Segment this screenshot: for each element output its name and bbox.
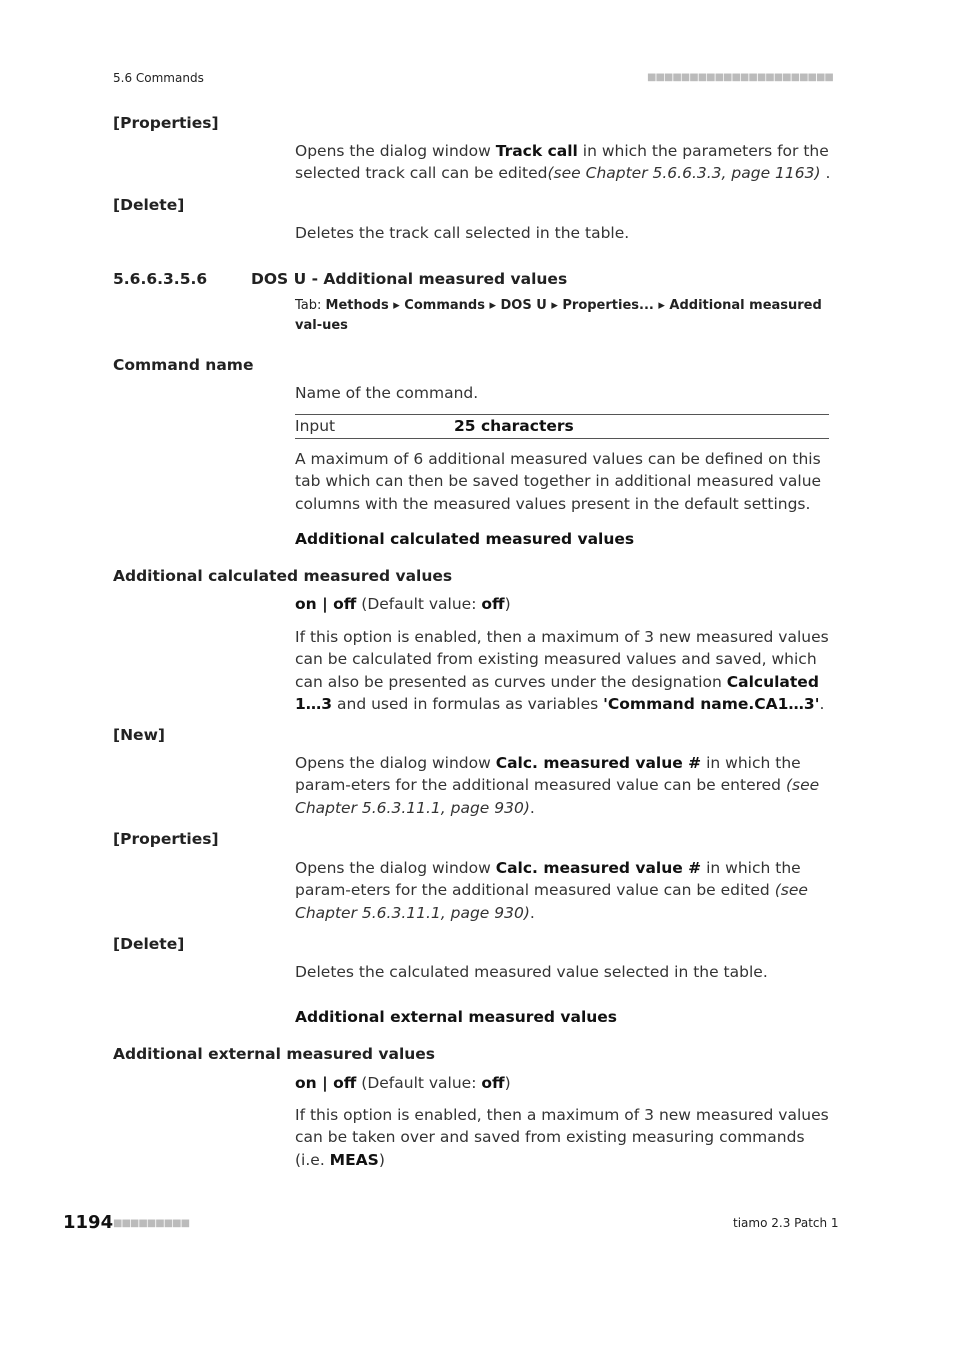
footer-product: tiamo 2.3 Patch 1	[733, 1216, 839, 1230]
calculated-label: Additional calculated measured values	[113, 567, 453, 585]
command-name-note: A maximum of 6 additional measured values can be defined on this tab which can then be saved together in additional measured value columns with the measured values present in the default settings.	[295, 450, 822, 513]
calc-delete-description: Deletes the calculated measured value selected in the table.	[295, 963, 768, 981]
running-header: 5.6 Commands	[113, 71, 204, 85]
section-title: DOS U - Additional measured values	[251, 270, 568, 288]
calc-properties-description: Opens the dialog window Calc. measured value # in which the param-eters for the additional measured value can be edited (see Chapter 5.6.3.11.1, page 930).	[295, 859, 808, 922]
page-number: 1194	[63, 1212, 114, 1233]
calc-delete-label: [Delete]	[113, 935, 185, 953]
table-bottom-rule	[295, 438, 829, 439]
calculated-subheading: Additional calculated measured values	[295, 530, 635, 548]
properties-description: Opens the dialog window Track call in which the parameters for the selected track call can be edited(see Chapter 5.6.6.3.3, page 1163) .	[295, 142, 831, 183]
input-label: Input	[295, 417, 336, 435]
external-description: If this option is enabled, then a maximum of 3 new measured values can be taken over and saved from existing measuring commands (i.e. MEAS)	[295, 1106, 829, 1169]
input-value: 25 characters	[454, 417, 574, 435]
calculated-description: If this option is enabled, then a maximum of 3 new measured values can be calculated from existing measured values and saved, which can also be presented as curves under the designation Calculated 1…3 and used in formulas as variables 'Command name.CA1…3'.	[295, 628, 829, 713]
section-number: 5.6.6.3.5.6	[113, 270, 208, 288]
calculated-on-off: on | off (Default value: off)	[295, 595, 511, 613]
calc-properties-label: [Properties]	[113, 830, 219, 848]
properties-label: [Properties]	[113, 114, 219, 132]
new-description: Opens the dialog window Calc. measured value # in which the param-eters for the additional measured value can be entered (see Chapter 5.6.3.11.1, page 930).	[295, 754, 820, 817]
external-label: Additional external measured values	[113, 1045, 436, 1063]
command-name-label: Command name	[113, 356, 254, 374]
delete-label: [Delete]	[113, 196, 185, 214]
tab-path: Tab: Methods ▸ Commands ▸ DOS U ▸ Properties... ▸ Additional measured val-ues	[295, 298, 822, 333]
header-decoration: ■■■■■■■■■■■■■■■■■■■■■■	[647, 72, 833, 83]
external-on-off: on | off (Default value: off)	[295, 1074, 511, 1092]
command-name-description: Name of the command.	[295, 384, 479, 402]
external-subheading: Additional external measured values	[295, 1008, 618, 1026]
footer-decoration: ■■■■■■■■■	[113, 1218, 190, 1229]
new-label: [New]	[113, 726, 165, 744]
delete-description: Deletes the track call selected in the table.	[295, 224, 630, 242]
